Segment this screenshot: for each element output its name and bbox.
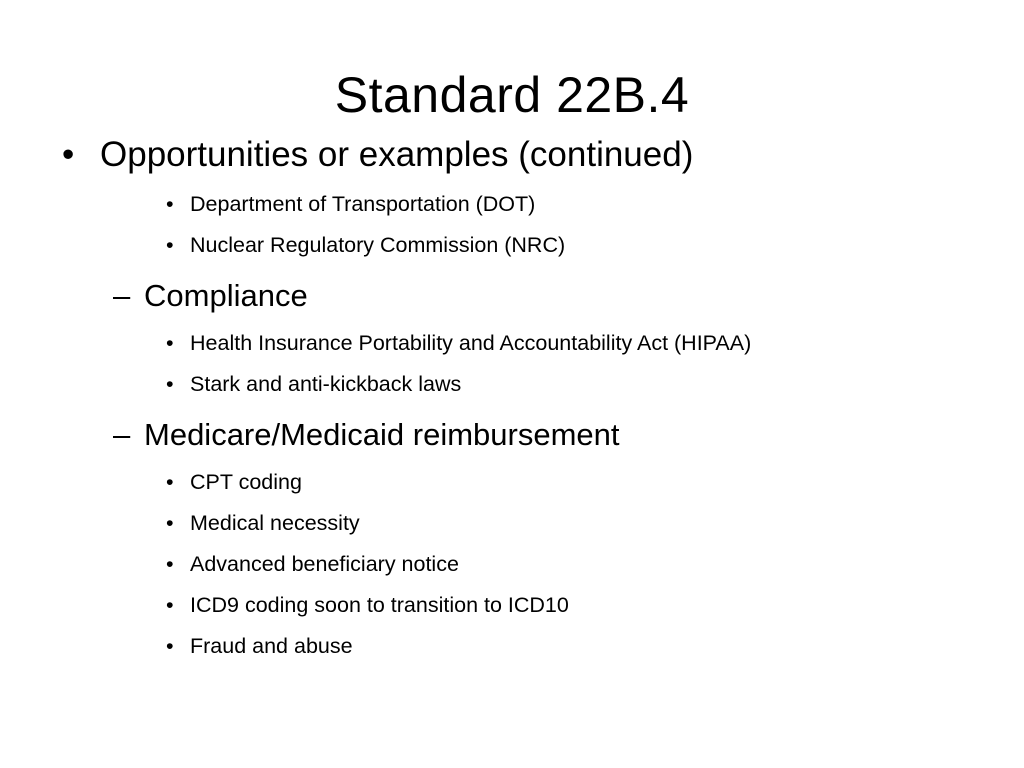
bullet-item <box>166 633 966 659</box>
bullet-icon: • <box>166 233 174 257</box>
bullet-icon: • <box>166 372 174 396</box>
bullet-icon: • <box>166 552 174 576</box>
bullet-item <box>166 551 966 577</box>
bullet-text: Department of Transportation (DOT) <box>190 192 536 216</box>
bullet-text: Stark and anti-kickback laws <box>190 372 462 396</box>
dash-icon: – <box>113 417 131 452</box>
bullet-text: Health Insurance Portability and Accountability Act (HIPAA) <box>190 331 752 355</box>
bullet-text: ICD9 coding soon to transition to ICD10 <box>190 593 569 617</box>
bullet-item <box>166 371 966 397</box>
bullet-text: Medical necessity <box>190 511 360 535</box>
bullet-text: Fraud and abuse <box>190 634 353 658</box>
bullet-icon: • <box>166 593 174 617</box>
dash-text: Medicare/Medicaid reimbursement <box>144 417 620 452</box>
bullet-icon: • <box>166 331 174 355</box>
dash-item <box>113 417 963 453</box>
bullet-item <box>166 592 966 618</box>
bullet-icon: • <box>166 192 174 216</box>
bullet-item <box>166 330 966 356</box>
bullet-icon: • <box>166 470 174 494</box>
bullet-icon: • <box>166 634 174 658</box>
bullet-item <box>62 135 962 175</box>
bullet-item <box>166 191 966 217</box>
dash-item <box>113 278 963 314</box>
bullet-item <box>166 232 966 258</box>
bullet-icon: • <box>62 135 75 174</box>
bullet-item <box>166 510 966 536</box>
bullet-icon: • <box>166 511 174 535</box>
dash-text: Compliance <box>144 278 308 313</box>
bullet-text: Advanced beneficiary notice <box>190 552 459 576</box>
bullet-text: CPT coding <box>190 470 302 494</box>
dash-icon: – <box>113 278 131 313</box>
slide-title: Standard 22B.4 <box>334 67 690 123</box>
bullet-text: Opportunities or examples (continued) <box>100 135 694 174</box>
bullet-item <box>166 469 966 495</box>
bullet-text: Nuclear Regulatory Commission (NRC) <box>190 233 566 257</box>
